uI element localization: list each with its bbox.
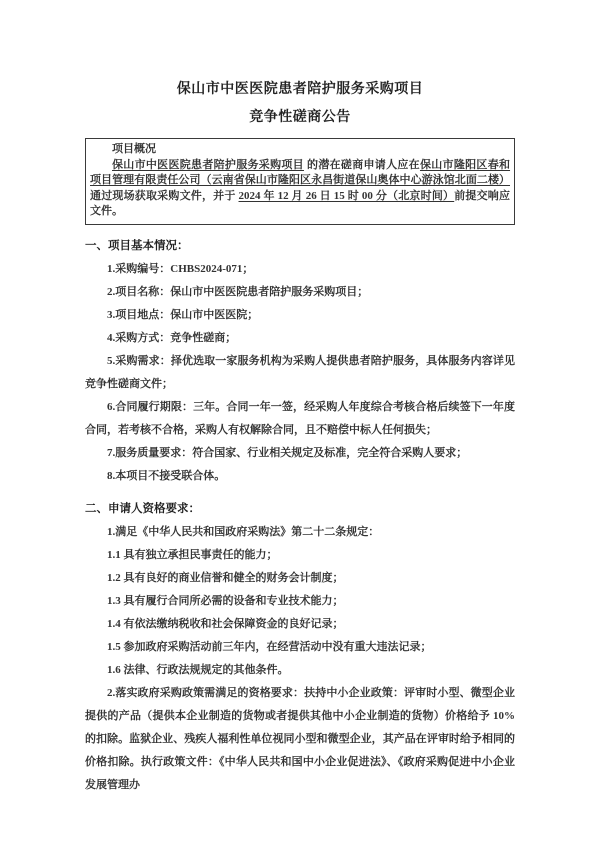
basic-info-item-1: 1.采购编号：CHBS2024-071；	[107, 262, 254, 275]
qualification-item-1-4: 1.4 有依法缴纳税收和社会保障资金的良好记录；	[107, 617, 344, 630]
basic-info-item-6: 6.合同履行期限：三年。合同一年一签，经采购人年度综合考核合格后续签下一年度合同，若考核不合格，采购人有权解除合同，且不赔偿中标人任何损失；	[85, 400, 515, 436]
basic-info-item-5: 5.采购需求：择优选取一家服务机构为采购人提供患者陪护服务，具体服务内容详见竞争性磋商文件；	[85, 354, 515, 390]
qualification-item-1-6: 1.6 法律、行政法规规定的其他条件。	[107, 663, 289, 676]
overview-agency-address: 保山市隆阳区春和项目管理有限责任公司（云南省保山市隆阳区永昌街道保山奥体中心游泳馆北面二楼）	[90, 158, 511, 186]
overview-text-1: 的潜在磋商申请人应在	[303, 158, 420, 171]
basic-info-item-8: 8.本项目不接受联合体。	[107, 469, 226, 482]
project-overview-box	[85, 138, 515, 225]
basic-info-item-2: 2.项目名称：保山市中医医院患者陪护服务采购项目；	[107, 285, 369, 298]
document-subtitle: 竞争性磋商公告	[249, 110, 351, 125]
section-qualification-heading: 二、申请人资格要求：	[85, 502, 200, 515]
overview-project-name: 保山市中医医院患者陪护服务采购项目	[112, 158, 304, 171]
basic-info-item-7: 7.服务质量要求：符合国家、行业相关规定及标准，完全符合采购人要求；	[107, 446, 468, 459]
qualification-item-1-5: 1.5 参加政府采购活动前三年内，在经营活动中没有重大违法记录；	[107, 640, 432, 653]
qualification-item-2: 2.落实政府采购政策需满足的资格要求：扶持中小企业政策：评审时小型、微型企业提供的产品（提供本企业制造的货物或者提供其他中小企业制造的货物）价格给予 10%的扣除。监狱企业、残疾人福利性单位视同小型和微型企业，其产品在评审时给予相同的价格扣除。执行政策文件：《中华人民共和国中小企业促进法》、《政府采购促进中小企业发展管理办	[85, 686, 515, 791]
basic-info-item-3: 3.项目地点：保山市中医医院；	[107, 308, 259, 321]
overview-label: 项目概况	[112, 143, 156, 155]
overview-text-2: 通过现场获取采购文件，并于	[90, 189, 239, 202]
qualification-item-1: 1.满足《中华人民共和国政府采购法》第二十二条规定：	[107, 525, 380, 538]
overview-paragraph	[90, 158, 510, 220]
overview-text-3: 前提交响应文件。	[90, 189, 511, 217]
basic-info-item-4: 4.采购方式：竞争性磋商；	[107, 331, 237, 344]
overview-deadline: 2024 年 12 月 26 日 15 时 00 分（北京时间）	[238, 189, 455, 202]
section-basic-info-heading: 一、项目基本情况：	[85, 239, 189, 252]
qualification-item-1-1: 1.1 具有独立承担民事责任的能力；	[107, 548, 278, 561]
document-title: 保山市中医医院患者陪护服务采购项目	[176, 82, 424, 97]
qualification-item-1-3: 1.3 具有履行合同所必需的设备和专业技术能力；	[107, 594, 344, 607]
qualification-item-1-2: 1.2 具有良好的商业信誉和健全的财务会计制度；	[107, 571, 344, 584]
